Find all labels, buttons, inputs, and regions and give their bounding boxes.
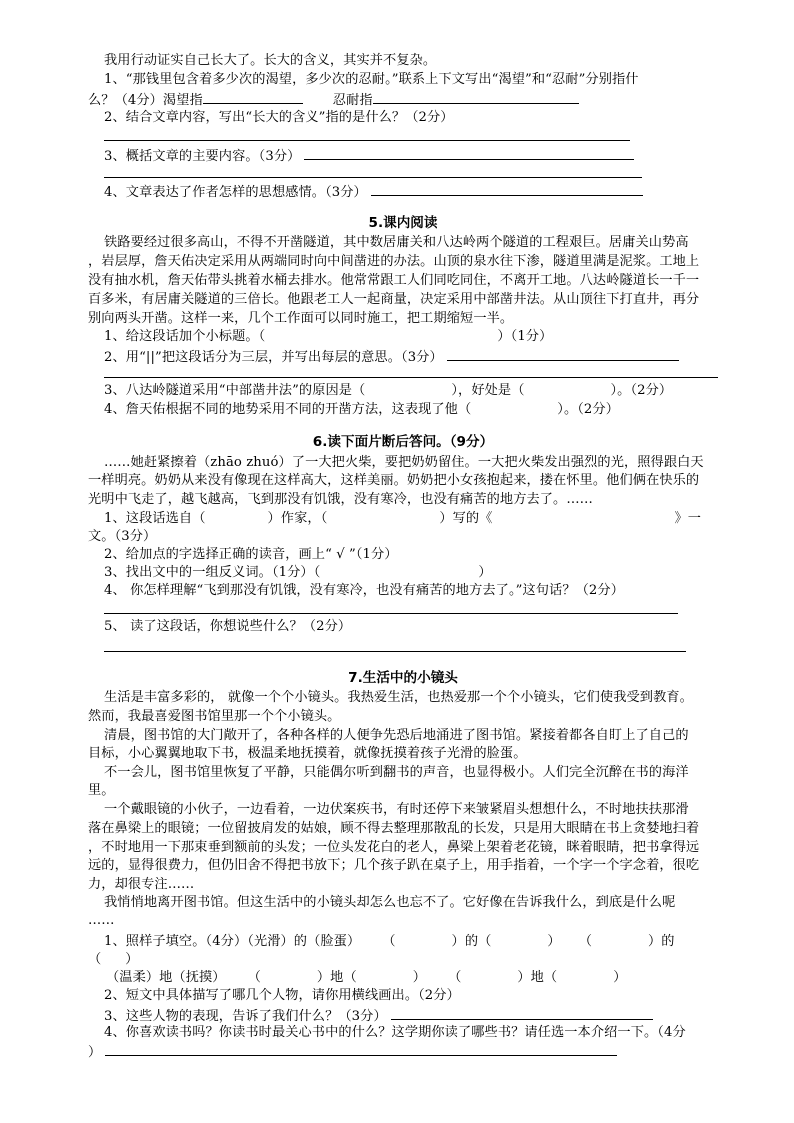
s5-q3-text: 3、八达岭隧道采用“中部凿井法”的原因是（ xyxy=(104,383,366,398)
s7-para3-line2: 里。 xyxy=(88,783,115,798)
s6-q1-end: 》一 xyxy=(674,511,702,526)
s6-q5: 5、 读了这段话，你想说些什么？（2分） xyxy=(104,619,352,634)
s7-para5-line1: 我悄悄地离开图书馆。但这生活中的小镜头却怎么也忘不了。它好像在告诉我什么，到底是什么呢 xyxy=(104,895,676,910)
s7-q3 xyxy=(104,1006,734,1026)
s6-passage-line3: 光明中飞走了，越飞越高，飞到那没有饥饿，没有寒冷，也没有痛苦的地方去了。…… xyxy=(88,492,593,507)
s6-q4: 4、 你怎样理解“飞到那没有饥饿，没有寒冷，也没有痛苦的地方去了。”这句话？（2分） xyxy=(104,583,624,598)
intro-summary: 我用行动证实自己长大了。长大的含义，其实并不复杂。 xyxy=(104,53,437,68)
answer-line-s6-q5[interactable] xyxy=(104,651,686,652)
s7-q4-end: ） xyxy=(88,1045,102,1060)
answer-blank-s7-q3[interactable] xyxy=(391,1006,653,1020)
s7-q1-paren-open-4: （ xyxy=(88,952,102,967)
s7-q1-paren-close-2: ） xyxy=(547,934,561,949)
s5-passage-line1: 铁路要经过很多高山，不得不开凿隧道，其中数居庸关和八达岭两个隧道的工程艰巨。居庸关山势高 xyxy=(104,235,689,250)
s7-q1-line3 xyxy=(106,969,736,987)
s7-q3-text: 3、这些人物的表现，告诉了我们什么？（3分） xyxy=(104,1009,387,1024)
answer-blank-intro-q3[interactable] xyxy=(304,146,634,160)
answer-blank-s5-q2[interactable] xyxy=(447,347,679,361)
s6-passage-line2: 一样明亮。奶奶从来没有像现在这样高大，这样美丽。奶奶把小女孩抱起来，搂在怀里。他们俩在快乐的 xyxy=(88,473,700,488)
s5-q2 xyxy=(104,347,734,367)
s7-q1-paren-open-1: （ xyxy=(382,934,396,949)
s6-q1-line2: 文。（3分） xyxy=(88,529,157,544)
answer-line-intro-q2[interactable] xyxy=(104,140,630,141)
s5-q3-benefit-label: ），好处是（ xyxy=(451,383,525,398)
s5-q4 xyxy=(104,401,734,419)
s6-q3-text: 3、找出文中的一组反义词。（1分）（ xyxy=(104,565,321,580)
section-5-title: 5.课内阅读 xyxy=(368,215,438,231)
s7-para1-line1: 生活是丰富多彩的， 就像一个个小镜头。我热爱生活，也热爱那一个个小镜头，它们使我受到教育。 xyxy=(104,690,693,705)
s6-q3 xyxy=(104,564,734,582)
s7-q1-paren-open-3: （ xyxy=(578,934,593,949)
answer-blank-s7-q4[interactable] xyxy=(105,1042,617,1056)
s5-passage-line2: ，岩层厚，詹天佑决定采用从两端同时向中间凿进的办法。山顶的泉水往下渗，隧道里满是泥浆。工地上 xyxy=(88,254,700,269)
s7-q4-line1: 4、你喜欢读书吗？你读书时最关心书中的什么？这学期你读了哪些书？请任选一本介绍一下。（4分 xyxy=(104,1025,686,1040)
intro-q3-text: 3、概括文章的主要内容。（3分） xyxy=(104,149,301,164)
s6-q1-title-label: ）写的《 xyxy=(439,511,493,526)
s5-q3 xyxy=(104,382,734,400)
s7-q1-paren-close-4: ） xyxy=(125,952,139,967)
s7-q1-di-2: ）地（ xyxy=(517,970,558,985)
s5-q1-text: 1、给这段话加个小标题。（ xyxy=(104,329,266,344)
s7-q1-paren-open-5: （ xyxy=(247,970,261,985)
answer-line-s5-q2[interactable] xyxy=(104,377,718,378)
answer-blank-intro-q4[interactable] xyxy=(371,182,643,196)
s5-q4-text: 4、詹天佑根据不同的地势采用不同的开凿方法，这表现了他（ xyxy=(104,402,472,417)
answer-blank-kewang[interactable] xyxy=(203,90,303,104)
s7-para4-line4: 远的，显得很费力，但仍旧舍不得把书放下；几个孩子趴在桌子上，用手指着，一个字一个字念着，很吃 xyxy=(88,858,700,873)
s6-q1-author-label: ）作家，（ xyxy=(267,511,328,526)
s7-q1-example: 1、照样子填空。（4分）（光滑）的（脸蛋） xyxy=(104,934,361,949)
s7-para4-line2: 落在鼻梁上的眼镜；一位留披肩发的姑娘，顾不得去整理那散乱的长发，只是用大眼睛在书上贪婪地扫着 xyxy=(88,821,700,836)
answer-line-intro-q3[interactable] xyxy=(104,177,642,178)
s7-para1-line2: 然而，我最喜爱图书馆里那一个个小镜头。 xyxy=(88,709,341,724)
s7-para2-line1: 清晨，图书馆的大门敞开了，各种各样的人便争先恐后地涌进了图书馆。紧接着都各自盯上了自己的 xyxy=(104,728,689,743)
intro-q4-text: 4、文章表达了作者怎样的思想感情。（3分） xyxy=(104,185,367,200)
intro-q1-line2 xyxy=(88,90,718,110)
s7-q1-paren-close-8: ） xyxy=(613,970,627,985)
s7-q1-example-2: （温柔）地（抚摸） xyxy=(106,970,226,985)
s7-q1-de-2: ）的 xyxy=(648,934,675,949)
s7-q1-paren-open-7: （ xyxy=(448,970,462,985)
intro-q4 xyxy=(104,182,734,202)
s7-q1-line2 xyxy=(88,951,718,969)
s6-q2: 2、给加点的字选择正确的读音，画上“ √ ”（1分） xyxy=(104,547,398,562)
intro-q2: 2、结合文章内容，写出“长大的含义”指的是什么？（2分） xyxy=(104,110,454,125)
answer-blank-rennai[interactable] xyxy=(373,90,579,104)
s7-q1-line1 xyxy=(104,933,734,951)
s7-para5-line2: …… xyxy=(88,913,115,928)
s6-q1-text: 1、这段话选自（ xyxy=(104,511,206,526)
s7-q4-line2 xyxy=(88,1042,718,1062)
s7-para3-line1: 不一会儿，图书馆里恢复了平静，只能偶尔听到翻书的声音，也显得极小。人们完全沉醉在书的海洋 xyxy=(104,765,689,780)
s5-q1 xyxy=(104,328,734,346)
s7-q2: 2、短文中具体描写了哪几个人物，请你用横线画出。（2分） xyxy=(104,988,460,1003)
s6-passage-line1: ……她赶紧擦着（zhāo zhuó）了一大把火柴，要把奶奶留住。一大把火柴发出强烈的光，照得跟白天 xyxy=(104,455,704,470)
answer-line-s6-q4[interactable] xyxy=(104,613,678,614)
s5-passage-line4: 百多米，有居庸关隧道的三倍长。他跟老工人一起商量，决定采用中部凿井法。从山顶往下打直井，再分 xyxy=(88,292,700,307)
s7-q1-di-1: ）地（ xyxy=(316,970,357,985)
s5-passage-line5: 别向两头开凿。这样一来，几个工作面可以同时施工，把工期缩短一半。 xyxy=(88,311,514,326)
s7-q1-de-1: ）的（ xyxy=(451,934,492,949)
s7-para2-line2: 目标，小心翼翼地取下书，极温柔地抚摸着，就像抚摸着孩子光滑的脸蛋。 xyxy=(88,746,527,761)
intro-q3 xyxy=(104,146,734,166)
s6-q3-end: ） xyxy=(478,565,492,580)
s5-passage-line3: 没有抽水机，詹天佑带头挑着水桶去排水。他常常跟工人们同吃同住，不离开工地。八达岭隧道长一千一 xyxy=(88,273,700,288)
s6-q1 xyxy=(104,510,734,528)
intro-q1-label: 么？（4分）渴望指 xyxy=(88,93,203,108)
s7-para4-line3: ，不时地用一下那束垂到额前的头发；一位头发花白的老人，鼻梁上架着老花镜，眯着眼睛，把书拿得远 xyxy=(88,840,700,855)
intro-q1-label-rennai: 忍耐指 xyxy=(332,93,373,108)
s5-q4-score: ）。（2分） xyxy=(557,402,619,417)
section-7-title: 7.生活中的小镜头 xyxy=(348,670,458,686)
s5-q2-text: 2、用“||”把这段话分为三层，并写出每层的意思。（3分） xyxy=(104,350,443,365)
s7-para4-line1: 一个戴眼镜的小伙子，一边看着，一边伏案疾书，有时还停下来皱紧眉头想想什么，不时地扶扶那滑 xyxy=(104,802,689,817)
intro-q1-line1: 1、“那钱里包含着多少次的渴望，多少次的忍耐。”联系上下文写出“渴望”和“忍耐”分别指什 xyxy=(104,72,639,87)
s7-para4-line5: 力，却很专注…… xyxy=(88,877,195,892)
s5-q1-score: ）（1分） xyxy=(497,329,553,344)
s7-q1-paren-close-6: ） xyxy=(412,970,427,985)
section-6-title: 6.读下面片断后答问。（9分） xyxy=(312,434,494,450)
s5-q3-score: ）。（2分） xyxy=(610,383,673,398)
